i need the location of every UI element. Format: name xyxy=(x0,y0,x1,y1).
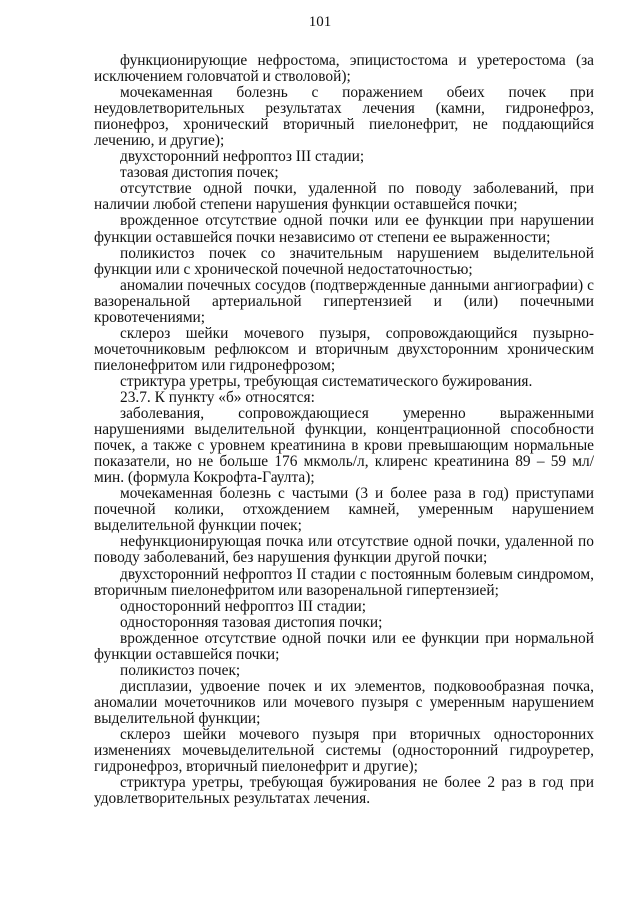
paragraph-1: функционирующие нефростома, эпицистостома и уретеростома (за исключением головчатой и стволовой); xyxy=(94,52,594,86)
page-number: 101 xyxy=(308,14,332,30)
document-body xyxy=(94,53,594,807)
paragraph-9: склероз шейки мочевого пузыря, сопровождающийся пузырно-мочеточниковым рефлюксом и вторичным двухсторонним хроническим пиелонефритом или гидронефрозом; xyxy=(94,324,594,374)
paragraph-15: двухсторонний нефроптоз II стадии с постоянным болевым синдромом, вторичным пиелонефритом или вазоренальной гипертензией; xyxy=(94,565,594,599)
paragraph-20: дисплазии, удвоение почек и их элементов, подковообразная почка, аномалии мочеточников или мочевого пузыря с умеренным нарушением выделительной функции; xyxy=(94,677,594,727)
paragraph-3: двухсторонний нефроптоз III стадии; xyxy=(120,148,365,166)
paragraph-18: врожденное отсутствие одной почки или ее функции при нормальной функции оставшейся почки; xyxy=(94,629,594,663)
paragraph-22: стриктура уретры, требующая бужирования не более 2 раз в год при удовлетворительных результатах лечения. xyxy=(94,774,594,808)
paragraph-16: односторонний нефроптоз III стадии; xyxy=(120,597,367,615)
paragraph-2: мочекаменная болезнь с поражением обеих почек при неудовлетворительных результатах лечения (камни, гидронефроз, пионефроз, хронический вторичный пиелонефрит, не поддающийся лечению, и другие); xyxy=(94,84,594,150)
paragraph-5: отсутствие одной почки, удаленной по поводу заболеваний, при наличии любой степени нарушения функции оставшейся почки; xyxy=(94,180,594,214)
paragraph-13: мочекаменная болезнь с частыми (3 и более раза в год) приступами почечной колики, отхождением камней, умеренным нарушением выделительной функции почек; xyxy=(94,485,594,535)
paragraph-14: нефункционирующая почка или отсутствие одной почки, удаленной по поводу заболеваний, без нарушения функции другой почки; xyxy=(94,533,594,567)
paragraph-7: поликистоз почек со значительным нарушением выделительной функции или с хронической почечной недостаточностью; xyxy=(94,244,594,278)
paragraph-17: односторонняя тазовая дистопия почки; xyxy=(120,613,383,631)
section-heading: 23.7. К пункту «б» относятся: xyxy=(120,388,315,406)
paragraph-12: заболевания, сопровождающиеся умеренно выраженными нарушениями выделительной функции, концентрационной способности почек, а также с уровнем креатинина в крови превышающим нормальные показатели, но не больше 176 мкмоль/л, клиренс креатинина 89 – 59 мл/мин. (формула Кокрофта-Гаулта); xyxy=(94,405,594,487)
paragraph-6: врожденное отсутствие одной почки или ее функции при нарушении функции оставшейся почки независимо от степени ее выраженности; xyxy=(94,212,594,246)
paragraph-4: тазовая дистопия почек; xyxy=(120,164,279,182)
paragraph-8: аномалии почечных сосудов (подтвержденные данными ангиографии) с вазоренальной артериальной гипертензией и (или) почечными кровотечениями; xyxy=(94,276,594,326)
paragraph-19: поликистоз почек; xyxy=(120,661,241,679)
paragraph-21: склероз шейки мочевого пузыря при вторичных односторонних изменениях мочевыделительной системы (односторонний гидроуретер, гидронефроз, вторичный пиелонефрит и другие); xyxy=(94,725,594,776)
paragraph-10: стриктура уретры, требующая систематического бужирования. xyxy=(120,372,533,390)
